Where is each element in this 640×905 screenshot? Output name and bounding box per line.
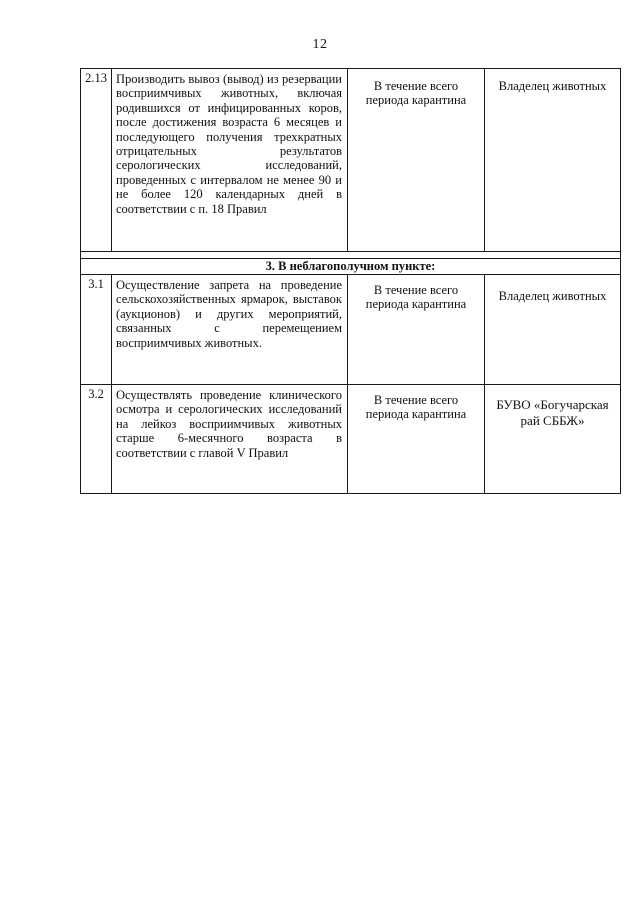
measure-text: Осуществлять проведение клинического осмотра и серологических исследований на лейкоз восприимчивых животных старше 6-месячного возраста в соответствии с главой V Правил bbox=[112, 385, 348, 494]
term-text: В течение всего периода карантина bbox=[348, 275, 485, 385]
table-row bbox=[81, 385, 621, 494]
responsible-text: Владелец животных bbox=[485, 69, 621, 252]
table-spacer bbox=[81, 252, 621, 259]
measures-table bbox=[80, 68, 621, 494]
row-number: 3.2 bbox=[81, 385, 112, 494]
responsible-text: Владелец животных bbox=[485, 275, 621, 385]
section-header-row bbox=[81, 259, 621, 275]
term-text: В течение всего периода карантина bbox=[348, 385, 485, 494]
measure-text: Осуществление запрета на проведение сельскохозяйственных ярмарок, выставок (аукционов) и других мероприятий, связанных с перемещением восприимчивых животных. bbox=[112, 275, 348, 385]
page-number: 12 bbox=[312, 37, 328, 52]
row-number: 2.13 bbox=[81, 69, 112, 252]
row-number: 3.1 bbox=[81, 275, 112, 385]
table-row bbox=[81, 69, 621, 252]
measure-text: Производить вывоз (вывод) из резервации восприимчивых животных, включая родившихся от инфицированных коров, после достижения возраста 6 месяцев и последующего получения трехкратных отрицательных результатов серологических исследований, проведенных с интервалом не менее 90 и не более 120 календарных дней в соответствии с п. 18 Правил bbox=[112, 69, 348, 252]
section-title: 3. В неблагополучном пункте: bbox=[81, 259, 621, 275]
term-text: В течение всего периода карантина bbox=[348, 69, 485, 252]
responsible-text: БУВО «Богучарская рай СББЖ» bbox=[485, 385, 621, 494]
table-row bbox=[81, 275, 621, 385]
